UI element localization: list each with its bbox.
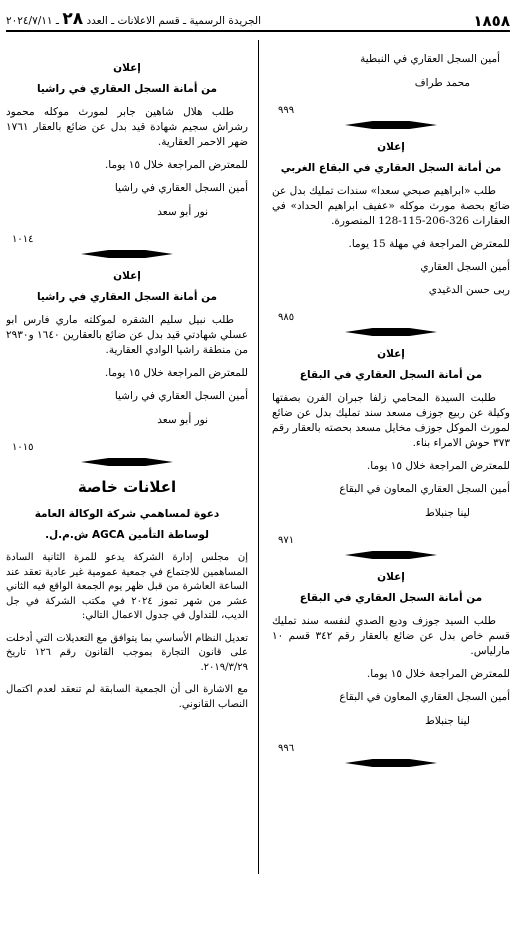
notice-title: من أمانة السجل العقاري في راشيا [36,83,218,95]
separator-ornament [81,458,173,466]
notice-signature: أمين السجل العقاري المعاون في البقاع [339,691,510,703]
notice-deadline: للمعترض المراجعة خلال ١٥ يوما. [366,460,510,472]
notice [6,268,248,454]
notice-deadline: للمعترض المراجعة خلال ١٥ يوما. [104,159,248,171]
announcement-title: دعوة لمساهمي شركة الوكالة العامة [34,508,220,520]
notice-label: إعلان [377,571,405,583]
notice-signer-name: نور أبو سعد [157,206,208,218]
notice [272,346,510,547]
special-announcements [6,478,248,712]
notice-body: طلب «ابراهيم صبحي سعدا» سندات تمليك بدل عن ضائع بحصة مورث موكله «عفيف ابراهيم الحداد» في العقارات 326-206-115-128 المنصورة. [272,185,510,227]
notice-signature: أمين السجل العقاري [420,261,510,273]
notice-body: طلب السيد جوزف وديع الصدي لنفسه سند تمليك قسم خاص بدل عن ضائع بالعقار رقم ٣٤٢ قسم ١٠ مارلياس. [272,615,510,657]
announcement-paragraph: تعديل النظام الأساسي بما يتوافق مع التعديلات التي أدخلت على قانون التجارة بموجب القانون رقم ١٢٦ تاريخ ٢٠١٩/٣/٢٩. [6,632,248,673]
right-column [272,40,510,928]
notice-number: ١٠١٤ [12,234,34,245]
notice-signature: أمين السجل العقاري في راشيا [114,390,248,402]
notice-number: ١٠١٥ [12,442,34,453]
notice-signer-name: نور أبو سعد [157,414,208,426]
notice-title: من أمانة السجل العقاري في البقاع الغربي [280,162,502,174]
announcement-paragraph: مع الاشارة الى أن الجمعية السابقة لم تنعقد لعدم اكتمال النصاب القانوني. [6,684,248,710]
separator-ornament [345,328,437,336]
notice-label: إعلان [377,348,405,360]
announcement-paragraph: إن مجلس إدارة الشركة يدعو للمرة الثانية السادة المساهمين للاجتماع في جمعية عمومية غير عادية تعقد عند الساعة العاشرة من قبل ظهر يوم الجمعة الواقع فيه الثاني عشر من شهر تموز ٢٠٢٤ في مكتب الشركة في جل الديب، للتداول في جدول الاعمال التالي: [6,552,248,621]
notice-signature: أمين السجل العقاري في راشيا [114,182,248,194]
notice [272,569,510,755]
notice-deadline: للمعترض المراجعة خلال ١٥ يوما. [104,367,248,379]
notice-label: إعلان [377,141,405,153]
notice-tail [272,52,510,117]
separator-ornament [345,121,437,129]
notice-signer-name: لينا جنبلاط [425,715,470,727]
notice [6,60,248,246]
notice-body: طلب هلال شاهين جابر لمورث موكله محمود رشراش سجيم شهادة قيد بدل عن ضائع بالعقار ١٧٦١ ضهر الاحمر العقارية. [6,106,248,148]
notice-signer-name: لينا جنبلاط [425,507,470,519]
notice-signature: أمين السجل العقاري المعاون في البقاع [339,483,510,495]
notice-signature: أمين السجل العقاري في النبطية [360,53,500,65]
notice-number: ٩٩٦ [278,743,295,754]
notice-number: ٩٧١ [278,535,295,546]
notice-title: من أمانة السجل العقاري في البقاع [299,369,483,381]
notice-deadline: للمعترض المراجعة خلال ١٥ يوما. [366,668,510,680]
header-title [6,10,261,30]
notice-signer-name: محمد طراف [414,77,470,89]
notice-number: ٩٨٥ [278,312,295,323]
left-column [6,40,248,928]
header-date: ـ ٢٠٢٤/٧/١١ [6,15,59,27]
page-number: ١٨٥٨ [473,12,510,30]
notice-label: إعلان [113,270,141,282]
separator-ornament [345,759,437,767]
notice-number: ٩٩٩ [278,105,295,116]
notice [272,139,510,324]
notice-signer-name: ربى حسن الدغيدي [428,284,510,296]
announcement-subtitle: لوساطة التأمين AGCA ش.م.ل. [45,529,209,541]
separator-ornament [345,551,437,559]
notice-body: طلبت السيدة المحامي زلفا جبران الفرن بصفتها وكيلة عن ربيع جوزف مسعد سند تمليك بدل عن ضائع لمورث الموكل جوزف مخايل مسعد بحصته بالعقار رقم ٣٧٣ حوش الامراء بناء. [272,392,510,449]
page-header [6,6,510,32]
notice-body: طلب نبيل سليم الشقره لموكلته ماري فارس ابو عسلي شهادتي قيد بدل عن ضائع بالعقارين ١٦٤٠ و٢٩٣٠ من منطقة راشيا الوادي العقارية. [6,314,248,356]
section-title: اعلانات خاصة [77,478,177,496]
issue-number: ٢٨ [62,9,84,29]
notice-deadline: للمعترض المراجعة في مهلة 15 يوما. [348,238,510,250]
separator-ornament [81,250,173,258]
column-divider [258,40,259,874]
notice-label: إعلان [113,62,141,74]
notice-title: من أمانة السجل العقاري في راشيا [36,291,218,303]
notice-title: من أمانة السجل العقاري في البقاع [299,592,483,604]
header-title-prefix: الجريدة الرسمية ـ قسم الاعلانات ـ العدد [86,15,261,27]
